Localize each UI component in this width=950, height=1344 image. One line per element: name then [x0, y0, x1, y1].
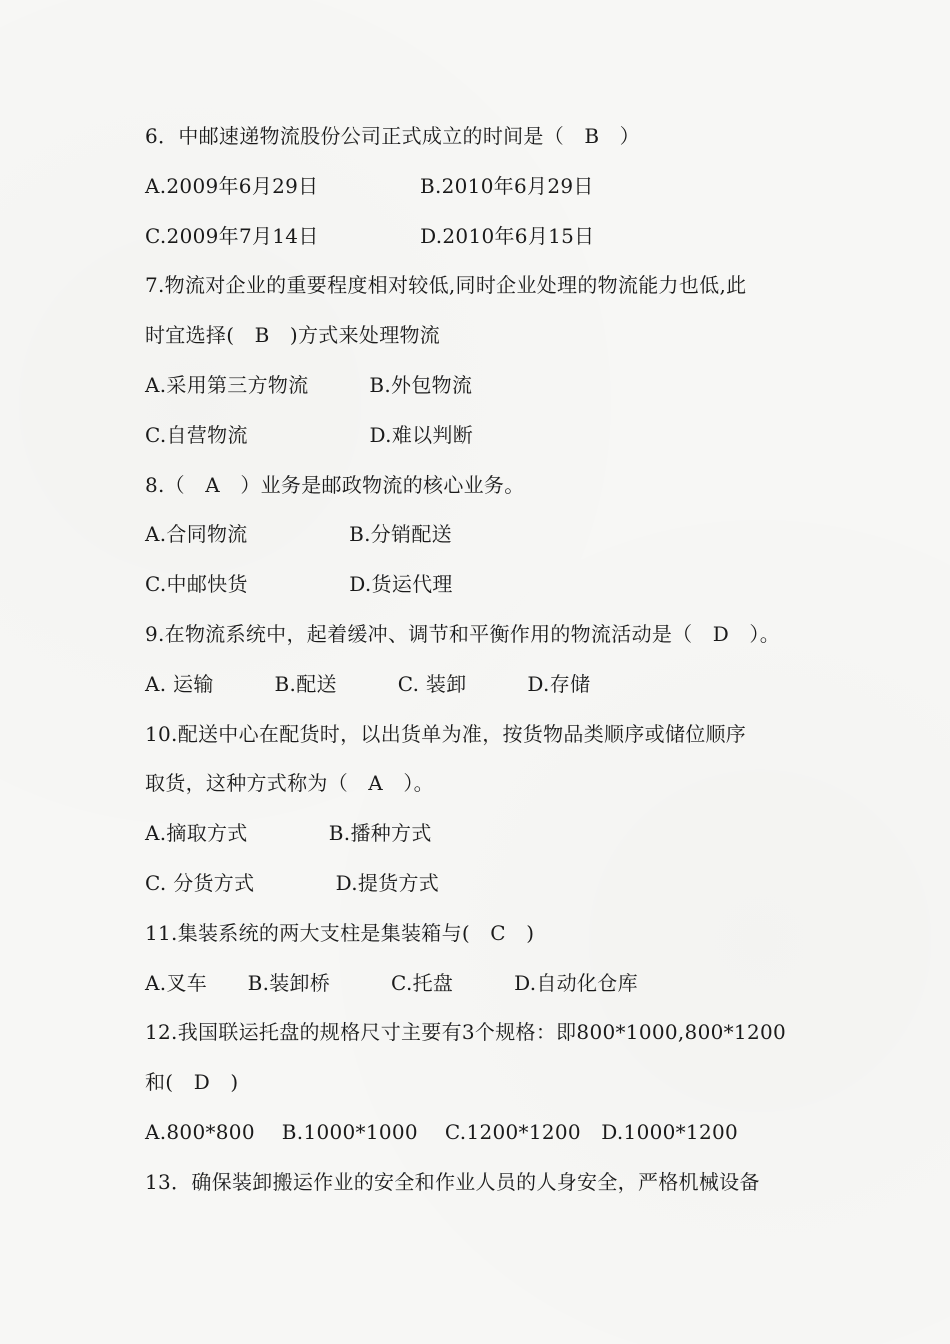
q10-options-cd: C. 分货方式 D.提货方式 [145, 870, 440, 895]
q7-options-cd: C.自营物流 D.难以判断 [145, 422, 474, 447]
q8-stem: 8.（ A ）业务是邮政物流的核心业务。 [145, 472, 525, 497]
q12-options: A.800*800 B.1000*1000 C.1200*1200 D.1000*1200 [145, 1119, 739, 1144]
q9-options: A. 运输 B.配送 C. 装卸 D.存储 [145, 671, 591, 696]
q8-options-ab: A.合同物流 B.分销配送 [145, 522, 452, 547]
q11-options: A.叉车 B.装卸桥 C.托盘 D.自动化仓库 [145, 970, 638, 995]
q10-stem-line2: 取货，这种方式称为（ A ）。 [145, 771, 434, 796]
q10-stem-line1: 10.配送中心在配货时，以出货单为准，按货物品类顺序或储位顺序 [145, 721, 747, 746]
q8-options-cd: C.中邮快货 D.货运代理 [145, 572, 453, 597]
q12-stem-line1: 12.我国联运托盘的规格尺寸主要有3个规格：即800*1000,800*1200 [145, 1020, 787, 1045]
q6-options-ab: A.2009年6月29日 B.2010年6月29日 [145, 173, 594, 198]
q7-stem-line1: 7.物流对企业的重要程度相对较低,同时企业处理的物流能力也低,此 [145, 273, 747, 298]
q7-options-ab: A.采用第三方物流 B.外包物流 [145, 372, 473, 397]
q12-stem-line2: 和( D ) [145, 1070, 239, 1095]
q9-stem: 9.在物流系统中，起着缓冲、调节和平衡作用的物流活动是（ D ）。 [145, 621, 781, 646]
q6-options-cd: C.2009年7月14日 D.2010年6月15日 [145, 223, 595, 248]
q10-options-ab: A.摘取方式 B.播种方式 [145, 821, 432, 846]
q7-stem-line2: 时宜选择( B )方式来处理物流 [145, 323, 441, 348]
q6-stem: 6．中邮速递物流股份公司正式成立的时间是（ B ） [145, 124, 640, 148]
question-list [145, 112, 825, 1208]
q11-stem: 11.集装系统的两大支柱是集装箱与( C ) [145, 920, 535, 945]
q13-stem-line1: 13．确保装卸搬运作业的安全和作业人员的人身安全，严格机械设备 [145, 1169, 760, 1194]
